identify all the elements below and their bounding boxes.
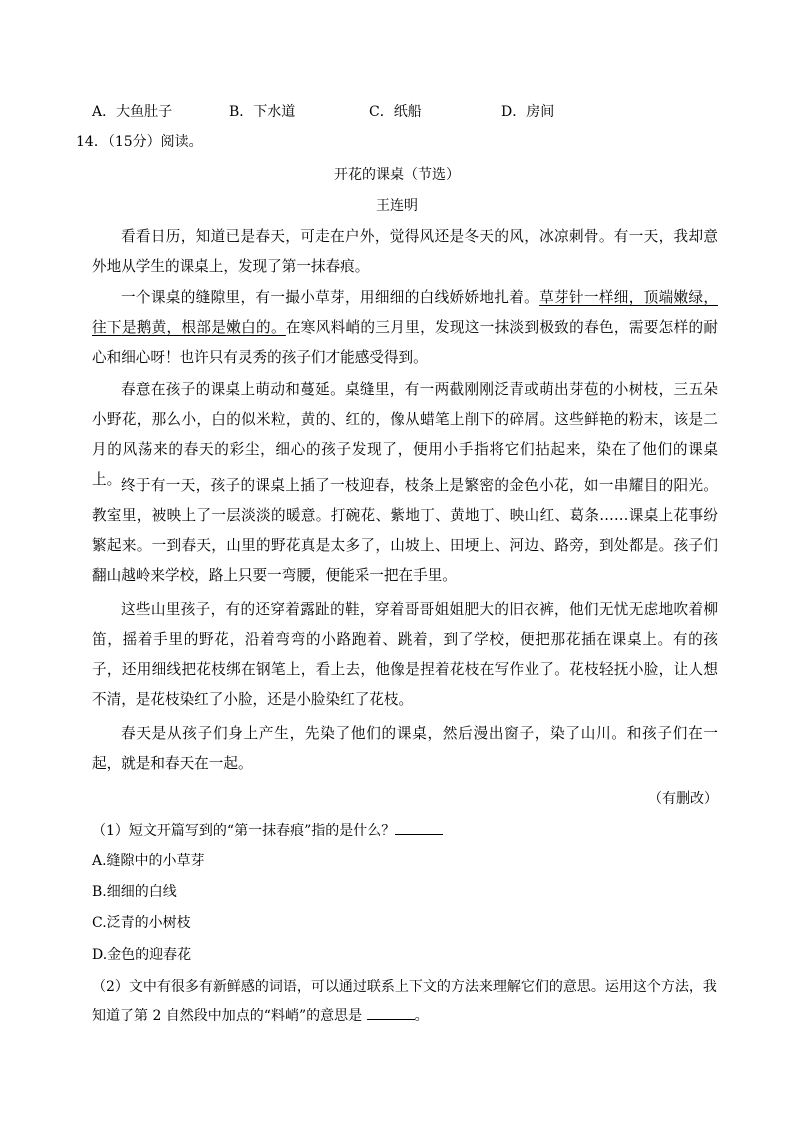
choice-a: A.缝隙中的小草芽: [92, 853, 205, 869]
choice-c: C.泛青的小树枝: [92, 915, 191, 931]
paragraph-1: [92, 222, 718, 282]
answer-blank[interactable]: [367, 1005, 415, 1020]
option-d: D．房间: [501, 104, 555, 120]
paragraph-text: 终于有一天，孩子的课桌上插了一枝迎春，枝条上是繁密的金色小花，如一串耀目的阳光。教室里，被映上了一层淡淡的暖意。打碗花、紫地丁、黄地丁、映山红、葛条……课桌上花事纷繁起来。一到春天，山里的野花真是太多了，山坡上、田埂上、河边、路旁，到处都是。孩子们翻山越岭来学校，路上只要一弯腰，便能采一把在手里。: [92, 477, 718, 584]
paragraph-text: 一个课桌的缝隙里，有一撮小草芽，用细细的白线娇娇地扎着。: [121, 289, 540, 306]
answer-blank[interactable]: [395, 820, 443, 835]
question-header: 14．（15分）阅读。: [76, 134, 203, 150]
paragraph-text: 看看日历，知道已是春天，可走在户外，觉得风还是冬天的风，冰凉刺骨。有一天，我却意外地从学生的课桌上，发现了第一抹春痕。: [92, 228, 718, 275]
paragraph-6: [92, 719, 718, 779]
paragraph-5: [92, 595, 718, 715]
option-c: C．纸船: [369, 104, 422, 120]
underlined-sentence: 草芽针一样细，顶端嫩绿，往下是鹅黄，根部是嫩白的。: [92, 289, 718, 336]
paragraph-4: [92, 471, 718, 591]
sub-question-2-line-1: （2）文中有很多有新鲜感的词语，可以通过联系上下文的方法来理解它们的意思。运用这个方法，我: [92, 979, 717, 995]
source-note: （有删改）: [648, 791, 718, 807]
passage-title: 开花的课桌（节选）: [334, 167, 460, 183]
sub-question-2-line-2: [92, 1005, 429, 1025]
passage-author: 王连明: [376, 198, 418, 214]
sub-question-2-prompt: 知道了第 2 自然段中加点的“料峭”的意思是: [92, 1008, 367, 1024]
choice-b: B.细细的白线: [92, 884, 177, 900]
paragraph-text: 春天是从孩子们身上产生，先染了他们的课桌，然后漫出窗子，染了山川。和孩子们在一起，就是和春天在一起。: [92, 725, 718, 772]
paragraph-text: 春意在孩子的课桌上萌动和蔓延。桌缝里，有一两截刚刚泛青或萌出芽苞的小树枝，三五朵小野花，那么小，白的似米粒，黄的、红的，像从蜡笔上削下的碎屑。这些鲜艳的粉末，该是二月的风荡来的春天的彩尘，细心的孩子发现了，便用小手指将它们拈起来，染在了他们的课桌上。: [92, 381, 718, 488]
option-b: B．下水道: [229, 104, 296, 120]
sub-question-1-prompt: （1）短文开篇写到的“第一抹春痕”指的是什么？: [92, 823, 396, 839]
option-a: A．大鱼肚子: [92, 104, 173, 120]
sub-question-2-end: 。: [414, 1008, 429, 1024]
paragraph-text: 这些山里孩子，有的还穿着露趾的鞋，穿着哥哥姐姐肥大的旧衣裤，他们无忧无虑地吹着柳笛，摇着手里的野花，沿着弯弯的小路跑着、跳着，到了学校，便把那花插在课桌上。有的孩子，还用细线把花枝绑在钢笔上，看上去，他像是捏着花枝在写作业了。花枝轻抚小脸，让人想不清，是花枝染红了小脸，还是小脸染红了花枝。: [92, 601, 718, 708]
paragraph-2: [92, 283, 718, 373]
paragraph-text: 在寒风料峭的三月里，发现这一抹淡到极致的春色，需要怎样的耐心和细心呀！也许只有灵秀的孩子们才能感受得到。: [92, 319, 718, 366]
sub-question-1: [92, 820, 443, 840]
choice-d: D.金色的迎春花: [92, 947, 192, 963]
